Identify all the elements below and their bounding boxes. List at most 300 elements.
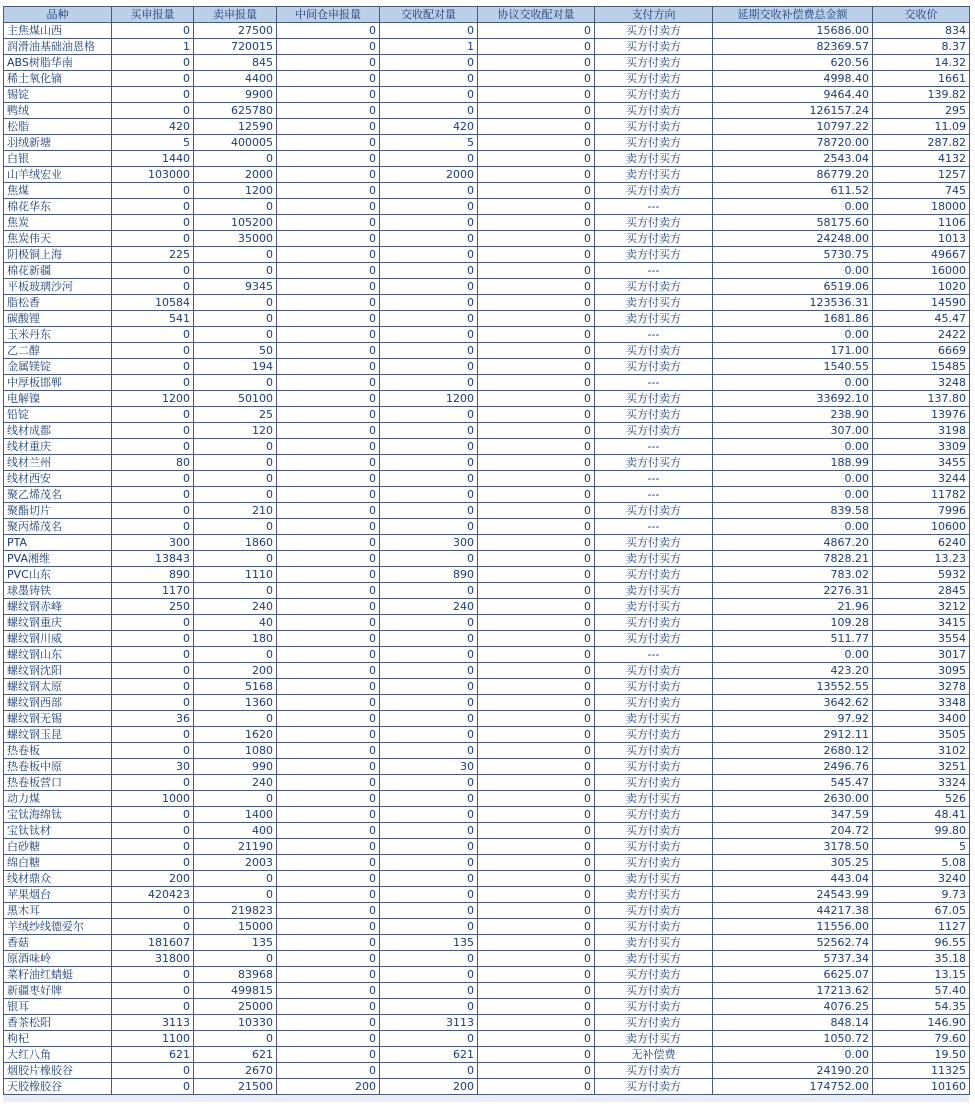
variety-cell: 白砂糖	[4, 839, 112, 855]
variety-cell: 螺纹钢山东	[4, 647, 112, 663]
matched-qty-cell: 0	[380, 487, 478, 503]
table-row	[4, 903, 970, 919]
payment-direction-cell: 买方付卖方	[595, 999, 713, 1015]
agreement-matched-qty-cell: 0	[478, 983, 595, 999]
agreement-matched-qty-cell: 0	[478, 231, 595, 247]
table-row	[4, 871, 970, 887]
intermediate-qty-cell: 0	[277, 71, 380, 87]
payment-direction-cell: 卖方付买方	[595, 247, 713, 263]
buy-qty-cell: 5	[112, 135, 194, 151]
buy-qty-cell: 420423	[112, 887, 194, 903]
sell-qty-cell: 720015	[194, 39, 277, 55]
payment-direction-cell: 买方付卖方	[595, 663, 713, 679]
settlement-price-cell: 5	[873, 839, 970, 855]
variety-cell: 鸭绒	[4, 103, 112, 119]
sell-qty-cell: 83968	[194, 967, 277, 983]
buy-qty-cell: 225	[112, 247, 194, 263]
settlement-price-cell: 3244	[873, 471, 970, 487]
compensation-amount-cell: 15686.00	[713, 23, 873, 39]
buy-qty-cell: 0	[112, 615, 194, 631]
sell-qty-cell: 0	[194, 247, 277, 263]
compensation-amount-cell: 21.96	[713, 599, 873, 615]
intermediate-qty-cell: 0	[277, 1063, 380, 1079]
variety-cell: 热卷板中原	[4, 759, 112, 775]
compensation-amount-cell: 2630.00	[713, 791, 873, 807]
matched-qty-cell: 0	[380, 679, 478, 695]
matched-qty-cell: 3113	[380, 1015, 478, 1031]
matched-qty-cell: 200	[380, 1079, 478, 1095]
table-row	[4, 455, 970, 471]
intermediate-qty-cell: 0	[277, 999, 380, 1015]
matched-qty-cell: 0	[380, 519, 478, 535]
compensation-amount-cell: 0.00	[713, 487, 873, 503]
agreement-matched-qty-cell: 0	[478, 215, 595, 231]
payment-direction-cell: 买方付卖方	[595, 423, 713, 439]
agreement-matched-qty-cell: 0	[478, 311, 595, 327]
compensation-amount-cell: 13552.55	[713, 679, 873, 695]
sell-qty-cell: 0	[194, 471, 277, 487]
compensation-amount-cell: 3178.50	[713, 839, 873, 855]
matched-qty-cell: 0	[380, 407, 478, 423]
table-row	[4, 55, 970, 71]
sell-qty-cell: 1620	[194, 727, 277, 743]
sell-qty-cell: 0	[194, 519, 277, 535]
intermediate-qty-cell: 0	[277, 359, 380, 375]
variety-cell: 焦炭伟天	[4, 231, 112, 247]
agreement-matched-qty-cell: 0	[478, 951, 595, 967]
buy-qty-cell: 0	[112, 343, 194, 359]
intermediate-qty-cell: 0	[277, 935, 380, 951]
table-row	[4, 791, 970, 807]
table-row	[4, 1031, 970, 1047]
buy-qty-cell: 0	[112, 807, 194, 823]
variety-cell: 脂松香	[4, 295, 112, 311]
table-row	[4, 1063, 970, 1079]
matched-qty-cell: 0	[380, 551, 478, 567]
settlement-price-cell: 2422	[873, 327, 970, 343]
sell-qty-cell: 10330	[194, 1015, 277, 1031]
settlement-price-cell: 7996	[873, 503, 970, 519]
compensation-amount-cell: 11556.00	[713, 919, 873, 935]
agreement-matched-qty-cell: 0	[478, 391, 595, 407]
buy-qty-cell: 0	[112, 183, 194, 199]
compensation-amount-cell: 24190.20	[713, 1063, 873, 1079]
intermediate-qty-cell: 0	[277, 119, 380, 135]
buy-qty-cell: 0	[112, 695, 194, 711]
matched-qty-cell: 890	[380, 567, 478, 583]
matched-qty-cell: 621	[380, 1047, 478, 1063]
compensation-amount-cell: 0.00	[713, 439, 873, 455]
compensation-amount-cell: 174752.00	[713, 1079, 873, 1095]
buy-qty-cell: 0	[112, 631, 194, 647]
compensation-amount-cell: 2912.11	[713, 727, 873, 743]
table-row	[4, 743, 970, 759]
agreement-matched-qty-cell: 0	[478, 567, 595, 583]
sell-qty-cell: 1360	[194, 695, 277, 711]
table-row	[4, 967, 970, 983]
agreement-matched-qty-cell: 0	[478, 103, 595, 119]
variety-cell: 阴极铜上海	[4, 247, 112, 263]
agreement-matched-qty-cell: 0	[478, 551, 595, 567]
agreement-matched-qty-cell: 0	[478, 71, 595, 87]
payment-direction-cell: 卖方付买方	[595, 711, 713, 727]
compensation-amount-cell: 443.04	[713, 871, 873, 887]
buy-qty-cell: 0	[112, 855, 194, 871]
agreement-matched-qty-cell: 0	[478, 631, 595, 647]
payment-direction-cell: 卖方付买方	[595, 455, 713, 471]
matched-qty-cell: 5	[380, 135, 478, 151]
sell-qty-cell: 0	[194, 1031, 277, 1047]
payment-direction-cell: 卖方付买方	[595, 1031, 713, 1047]
agreement-matched-qty-cell: 0	[478, 599, 595, 615]
agreement-matched-qty-cell: 0	[478, 263, 595, 279]
intermediate-qty-cell: 0	[277, 823, 380, 839]
matched-qty-cell: 0	[380, 23, 478, 39]
matched-qty-cell: 0	[380, 695, 478, 711]
buy-qty-cell: 0	[112, 663, 194, 679]
matched-qty-cell: 0	[380, 839, 478, 855]
table-row	[4, 231, 970, 247]
payment-direction-cell: 买方付卖方	[595, 1079, 713, 1095]
buy-qty-cell: 0	[112, 407, 194, 423]
compensation-amount-cell: 0.00	[713, 519, 873, 535]
settlement-price-cell: 834	[873, 23, 970, 39]
compensation-amount-cell: 52562.74	[713, 935, 873, 951]
matched-qty-cell: 0	[380, 871, 478, 887]
variety-cell: 球墨铸铁	[4, 583, 112, 599]
buy-qty-cell: 80	[112, 455, 194, 471]
sell-qty-cell: 0	[194, 791, 277, 807]
sell-qty-cell: 180	[194, 631, 277, 647]
variety-cell: 焦煤	[4, 183, 112, 199]
settlement-price-cell: 1020	[873, 279, 970, 295]
payment-direction-cell: ---	[595, 375, 713, 391]
table-row	[4, 1079, 970, 1095]
compensation-amount-cell: 4076.25	[713, 999, 873, 1015]
table-row	[4, 279, 970, 295]
matched-qty-cell: 0	[380, 999, 478, 1015]
payment-direction-cell: ---	[595, 263, 713, 279]
intermediate-qty-cell: 0	[277, 503, 380, 519]
intermediate-qty-cell: 0	[277, 903, 380, 919]
table-row	[4, 727, 970, 743]
settlement-price-cell: 295	[873, 103, 970, 119]
compensation-amount-cell: 347.59	[713, 807, 873, 823]
matched-qty-cell: 0	[380, 631, 478, 647]
table-row	[4, 263, 970, 279]
payment-direction-cell: 卖方付买方	[595, 871, 713, 887]
agreement-matched-qty-cell: 0	[478, 887, 595, 903]
sell-qty-cell: 1860	[194, 535, 277, 551]
intermediate-qty-cell: 0	[277, 375, 380, 391]
payment-direction-cell: 买方付卖方	[595, 727, 713, 743]
compensation-amount-cell: 33692.10	[713, 391, 873, 407]
agreement-matched-qty-cell: 0	[478, 615, 595, 631]
matched-qty-cell: 0	[380, 231, 478, 247]
agreement-matched-qty-cell: 0	[478, 423, 595, 439]
sell-qty-cell: 2003	[194, 855, 277, 871]
agreement-matched-qty-cell: 0	[478, 199, 595, 215]
sell-qty-cell: 21500	[194, 1079, 277, 1095]
payment-direction-cell: 卖方付买方	[595, 151, 713, 167]
matched-qty-cell: 420	[380, 119, 478, 135]
intermediate-qty-cell: 0	[277, 487, 380, 503]
settlement-price-cell: 57.40	[873, 983, 970, 999]
table-row	[4, 391, 970, 407]
matched-qty-cell: 0	[380, 183, 478, 199]
buy-qty-cell: 36	[112, 711, 194, 727]
variety-cell: 稀土氧化镝	[4, 71, 112, 87]
table-row	[4, 487, 970, 503]
settlement-price-cell: 3095	[873, 663, 970, 679]
payment-direction-cell: 买方付卖方	[595, 23, 713, 39]
sell-qty-cell: 0	[194, 711, 277, 727]
sell-qty-cell: 200	[194, 663, 277, 679]
intermediate-qty-cell: 0	[277, 535, 380, 551]
agreement-matched-qty-cell: 0	[478, 663, 595, 679]
variety-cell: 线材成都	[4, 423, 112, 439]
sell-qty-cell: 0	[194, 375, 277, 391]
matched-qty-cell: 0	[380, 439, 478, 455]
buy-qty-cell: 890	[112, 567, 194, 583]
settlement-price-cell: 1257	[873, 167, 970, 183]
intermediate-qty-cell: 0	[277, 983, 380, 999]
table-row	[4, 439, 970, 455]
compensation-amount-cell: 2680.12	[713, 743, 873, 759]
compensation-amount-cell: 1050.72	[713, 1031, 873, 1047]
settlement-price-cell: 45.47	[873, 311, 970, 327]
intermediate-qty-cell: 0	[277, 631, 380, 647]
table-row	[4, 855, 970, 871]
settlement-price-cell: 3554	[873, 631, 970, 647]
intermediate-qty-cell: 0	[277, 407, 380, 423]
settlement-price-cell: 11782	[873, 487, 970, 503]
compensation-amount-cell: 82369.57	[713, 39, 873, 55]
matched-qty-cell: 0	[380, 967, 478, 983]
matched-qty-cell: 0	[380, 887, 478, 903]
intermediate-qty-cell: 0	[277, 151, 380, 167]
sell-qty-cell: 0	[194, 327, 277, 343]
buy-qty-cell: 0	[112, 103, 194, 119]
buy-qty-cell: 1100	[112, 1031, 194, 1047]
variety-cell: 螺纹钢玉昆	[4, 727, 112, 743]
intermediate-qty-cell: 0	[277, 807, 380, 823]
matched-qty-cell: 0	[380, 55, 478, 71]
agreement-matched-qty-cell: 0	[478, 327, 595, 343]
payment-direction-cell: 卖方付买方	[595, 791, 713, 807]
intermediate-qty-cell: 0	[277, 199, 380, 215]
intermediate-qty-cell: 0	[277, 839, 380, 855]
compensation-amount-cell: 17213.62	[713, 983, 873, 999]
payment-direction-cell: 买方付卖方	[595, 503, 713, 519]
compensation-amount-cell: 1540.55	[713, 359, 873, 375]
compensation-amount-cell: 7828.21	[713, 551, 873, 567]
header-agreement-matched-qty: 协议交收配对量	[478, 7, 595, 23]
settlement-price-cell: 745	[873, 183, 970, 199]
variety-cell: 线材兰州	[4, 455, 112, 471]
intermediate-qty-cell: 0	[277, 791, 380, 807]
settlement-price-cell: 3251	[873, 759, 970, 775]
payment-direction-cell: 卖方付买方	[595, 887, 713, 903]
settlement-price-cell: 3212	[873, 599, 970, 615]
variety-cell: 线材西安	[4, 471, 112, 487]
intermediate-qty-cell: 0	[277, 455, 380, 471]
buy-qty-cell: 0	[112, 55, 194, 71]
compensation-amount-cell: 24248.00	[713, 231, 873, 247]
agreement-matched-qty-cell: 0	[478, 743, 595, 759]
payment-direction-cell: ---	[595, 647, 713, 663]
intermediate-qty-cell: 0	[277, 519, 380, 535]
variety-cell: 热卷板	[4, 743, 112, 759]
matched-qty-cell: 0	[380, 951, 478, 967]
sell-qty-cell: 0	[194, 887, 277, 903]
matched-qty-cell: 0	[380, 455, 478, 471]
settlement-price-cell: 48.41	[873, 807, 970, 823]
table-row	[4, 615, 970, 631]
variety-cell: 螺纹钢川威	[4, 631, 112, 647]
table-row	[4, 503, 970, 519]
sell-qty-cell: 499815	[194, 983, 277, 999]
sell-qty-cell: 240	[194, 599, 277, 615]
payment-direction-cell: 买方付卖方	[595, 135, 713, 151]
settlement-price-cell: 18000	[873, 199, 970, 215]
settlement-price-cell: 3240	[873, 871, 970, 887]
buy-qty-cell: 0	[112, 471, 194, 487]
buy-qty-cell: 0	[112, 839, 194, 855]
sell-qty-cell: 1080	[194, 743, 277, 759]
compensation-amount-cell: 545.47	[713, 775, 873, 791]
intermediate-qty-cell: 0	[277, 743, 380, 759]
compensation-amount-cell: 2496.76	[713, 759, 873, 775]
buy-qty-cell: 621	[112, 1047, 194, 1063]
matched-qty-cell: 0	[380, 615, 478, 631]
agreement-matched-qty-cell: 0	[478, 807, 595, 823]
compensation-amount-cell: 839.58	[713, 503, 873, 519]
variety-cell: PTA	[4, 535, 112, 551]
sell-qty-cell: 1400	[194, 807, 277, 823]
sell-qty-cell: 2670	[194, 1063, 277, 1079]
table-row	[4, 935, 970, 951]
buy-qty-cell: 0	[112, 775, 194, 791]
payment-direction-cell: 卖方付买方	[595, 551, 713, 567]
compensation-amount-cell: 24543.99	[713, 887, 873, 903]
settlement-price-cell: 1661	[873, 71, 970, 87]
matched-qty-cell: 0	[380, 263, 478, 279]
payment-direction-cell: 买方付卖方	[595, 695, 713, 711]
intermediate-qty-cell: 0	[277, 599, 380, 615]
settlement-price-cell: 99.80	[873, 823, 970, 839]
sell-qty-cell: 0	[194, 487, 277, 503]
table-row	[4, 775, 970, 791]
compensation-amount-cell: 0.00	[713, 1047, 873, 1063]
buy-qty-cell: 0	[112, 743, 194, 759]
buy-qty-cell: 0	[112, 727, 194, 743]
matched-qty-cell: 0	[380, 151, 478, 167]
sell-qty-cell: 120	[194, 423, 277, 439]
matched-qty-cell: 0	[380, 775, 478, 791]
intermediate-qty-cell: 0	[277, 551, 380, 567]
agreement-matched-qty-cell: 0	[478, 359, 595, 375]
intermediate-qty-cell: 0	[277, 583, 380, 599]
variety-cell: 聚酯切片	[4, 503, 112, 519]
table-row	[4, 103, 970, 119]
table-row	[4, 583, 970, 599]
sell-qty-cell: 21190	[194, 839, 277, 855]
agreement-matched-qty-cell: 0	[478, 23, 595, 39]
table-row	[4, 375, 970, 391]
intermediate-qty-cell: 0	[277, 1015, 380, 1031]
compensation-amount-cell: 6625.07	[713, 967, 873, 983]
agreement-matched-qty-cell: 0	[478, 87, 595, 103]
settlement-price-cell: 3198	[873, 423, 970, 439]
compensation-amount-cell: 238.90	[713, 407, 873, 423]
agreement-matched-qty-cell: 0	[478, 39, 595, 55]
variety-cell: 电解镍	[4, 391, 112, 407]
payment-direction-cell: 卖方付买方	[595, 311, 713, 327]
intermediate-qty-cell: 0	[277, 423, 380, 439]
intermediate-qty-cell: 0	[277, 567, 380, 583]
intermediate-qty-cell: 0	[277, 471, 380, 487]
variety-cell: 银耳	[4, 999, 112, 1015]
sell-qty-cell: 9900	[194, 87, 277, 103]
payment-direction-cell: ---	[595, 199, 713, 215]
matched-qty-cell: 0	[380, 423, 478, 439]
table-row	[4, 311, 970, 327]
buy-qty-cell: 0	[112, 679, 194, 695]
matched-qty-cell: 300	[380, 535, 478, 551]
variety-cell: 香茶松阳	[4, 1015, 112, 1031]
variety-cell: 线材鼎众	[4, 871, 112, 887]
matched-qty-cell: 0	[380, 71, 478, 87]
buy-qty-cell: 0	[112, 983, 194, 999]
compensation-amount-cell: 0.00	[713, 471, 873, 487]
matched-qty-cell: 0	[380, 823, 478, 839]
matched-qty-cell: 0	[380, 855, 478, 871]
compensation-amount-cell: 511.77	[713, 631, 873, 647]
compensation-amount-cell: 97.92	[713, 711, 873, 727]
settlement-price-cell: 35.18	[873, 951, 970, 967]
buy-qty-cell: 0	[112, 263, 194, 279]
variety-cell: ABS树脂华南	[4, 55, 112, 71]
table-row	[4, 119, 970, 135]
settlement-price-cell: 14590	[873, 295, 970, 311]
table-row	[4, 295, 970, 311]
sell-qty-cell: 27500	[194, 23, 277, 39]
settlement-price-cell: 4132	[873, 151, 970, 167]
variety-cell: 热卷板营口	[4, 775, 112, 791]
buy-qty-cell: 1440	[112, 151, 194, 167]
settlement-table-container	[3, 6, 969, 1102]
agreement-matched-qty-cell: 0	[478, 55, 595, 71]
settlement-price-cell: 3400	[873, 711, 970, 727]
matched-qty-cell: 30	[380, 759, 478, 775]
buy-qty-cell: 103000	[112, 167, 194, 183]
buy-qty-cell: 31800	[112, 951, 194, 967]
payment-direction-cell: 卖方付买方	[595, 599, 713, 615]
payment-direction-cell: 买方付卖方	[595, 775, 713, 791]
buy-qty-cell: 0	[112, 647, 194, 663]
intermediate-qty-cell: 0	[277, 391, 380, 407]
matched-qty-cell: 0	[380, 247, 478, 263]
intermediate-qty-cell: 0	[277, 871, 380, 887]
payment-direction-cell: 买方付卖方	[595, 615, 713, 631]
intermediate-qty-cell: 0	[277, 695, 380, 711]
sell-qty-cell: 40	[194, 615, 277, 631]
settlement-price-cell: 3102	[873, 743, 970, 759]
payment-direction-cell: 买方付卖方	[595, 679, 713, 695]
compensation-amount-cell: 611.52	[713, 183, 873, 199]
matched-qty-cell: 240	[380, 599, 478, 615]
